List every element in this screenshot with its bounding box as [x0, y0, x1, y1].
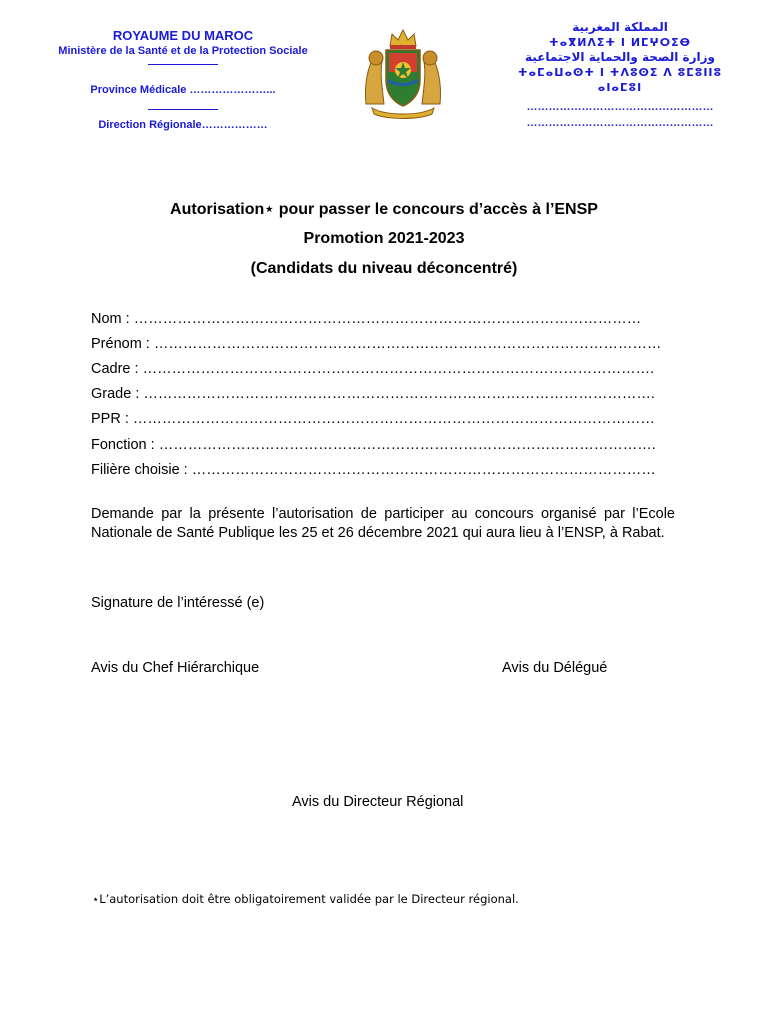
tifinagh-kingdom: ⵜⴰⴳⵍⴷⵉⵜ ⵏ ⵍⵎⵖⵔⵉⴱ	[548, 36, 691, 49]
promotion-line: Promotion 2021-2023	[303, 230, 465, 247]
header-left	[38, 28, 328, 132]
tifinagh-ministry: ⵜⴰⵎⴰⵡⴰⵙⵜ ⵏ ⵜⴷⵓⵙⵉ ⴷ ⵓⵎⵓⵏⵏⵓ	[517, 66, 723, 79]
footnote: ⋆L’autorisation doit être obligatoirement validée par le Directeur régional.	[92, 892, 519, 906]
field-grade: Grade : …………………………………………………………………………………………….	[91, 386, 655, 402]
header-divider	[148, 64, 218, 65]
arabic-ministry: وزارة الصحة والحماية الاجتماعية	[525, 50, 715, 64]
opinion-directeur-label: Avis du Directeur Régional	[292, 794, 464, 810]
arabic-kingdom: المملكة المغربية	[572, 20, 668, 34]
request-paragraph: Demande par la présente l’autorisation de participer au concours organisé par l’Ecole Nationale de Santé Publique les 25 et 26 décembre 2021 qui aura lieu à l’ENSP, à Rabat.	[91, 506, 675, 541]
candidates-line: (Candidats du niveau déconcentré)	[250, 260, 518, 277]
field-cadre: Cadre : …………………………………………………………………………………………….	[91, 361, 655, 377]
field-filiere: Filière choisie : ……………………………………………………………………………………	[91, 462, 656, 478]
field-nom: Nom : ……………………………………………………………………………………………	[91, 311, 642, 327]
ministry-name: Ministère de la Santé et de la Protection Sociale	[58, 45, 308, 57]
opinion-chef-label: Avis du Chef Hiérarchique	[91, 660, 260, 676]
morocco-coat-of-arms-icon	[362, 24, 444, 120]
header-divider	[148, 109, 218, 110]
header-dots-2: ……………………………………………	[526, 117, 714, 129]
signature-label: Signature de l’intéressé (e)	[91, 595, 265, 611]
header-dots-1: ……………………………………………	[526, 101, 714, 113]
kingdom-name: ROYAUME DU MAROC	[112, 28, 254, 43]
field-fonction: Fonction : ………………………………………………………………………………………….	[91, 437, 656, 453]
tifinagh-ministry-cont: ⴰⵏⴰⵎⵓⵏ	[597, 81, 643, 94]
opinion-delegue-label: Avis du Délégué	[502, 660, 608, 676]
header-right	[500, 20, 740, 131]
field-ppr: PPR : ………………………………………………………………………………………………	[91, 411, 655, 427]
direction-line: Direction Régionale………………	[98, 119, 268, 131]
document-title: Autorisation⋆ pour passer le concours d’accès à l’ENSP	[170, 201, 598, 218]
field-prenom: Prénom : ……………………………………………………………………………………………	[91, 336, 662, 352]
province-line: Province Médicale …………………...	[90, 84, 276, 96]
